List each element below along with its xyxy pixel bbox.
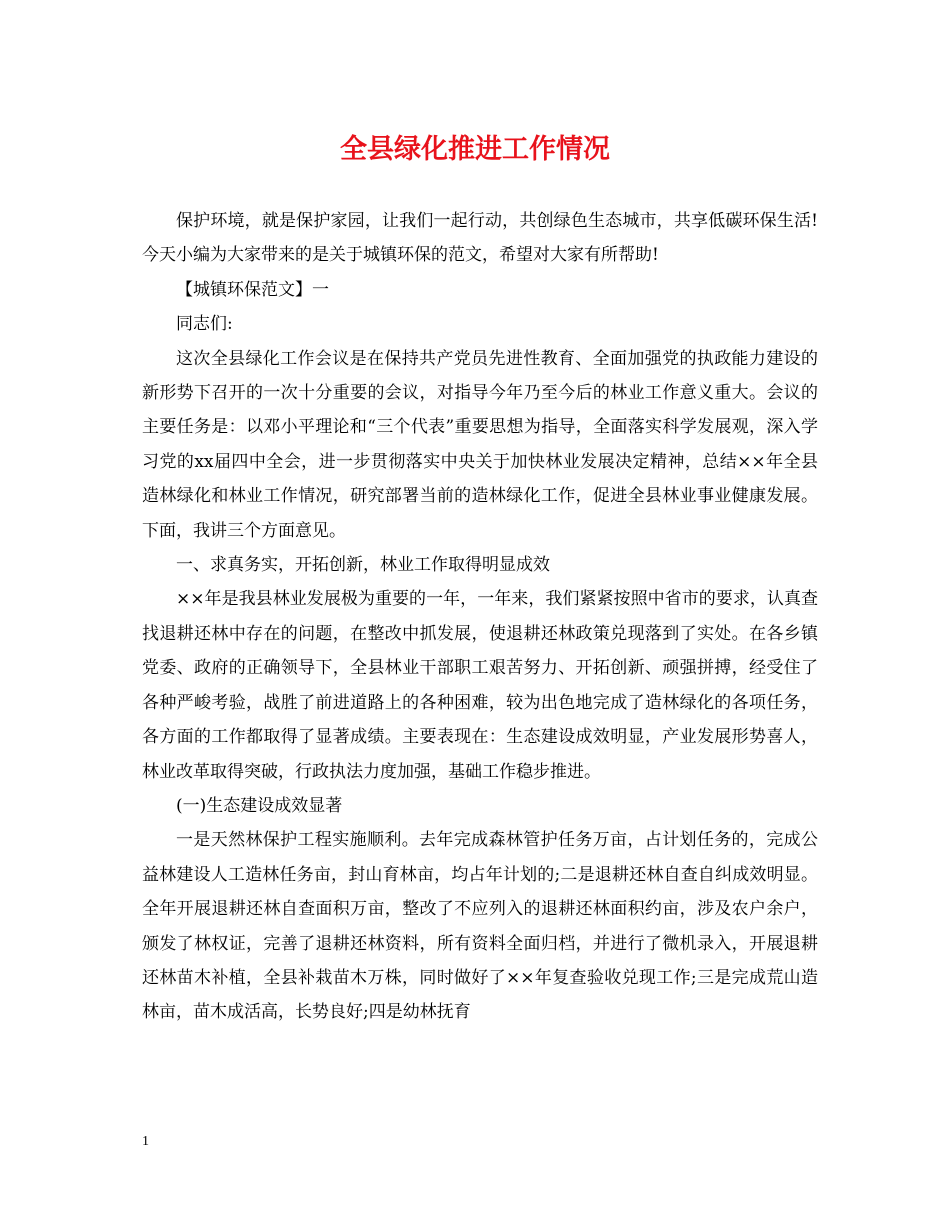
body-paragraph: 这次全县绿化工作会议是在保持共产党员先进性教育、全面加强党的执政能力建设的新形势下召开的一次十分重要的会议，对指导今年乃至今后的林业工作意义重大。会议的主要任务是：以邓小平理论和“三个代表”重要思想为指导，全面落实科学发展观，深入学习党的xx届四中全会，进一步贯彻落实中央关于加快林业发展决定精神，总结××年全县造林绿化和林业工作情况，研究部署当前的造林绿化工作，促进全县林业事业健康发展。下面，我讲三个方面意见。 — [142, 348, 818, 541]
section-heading: 一、求真务实，开拓创新，林业工作取得明显成效 — [176, 555, 550, 576]
page-number: 1 — [142, 1134, 149, 1149]
intro-paragraph: 保护环境，就是保护家园，让我们一起行动，共创绿色生态城市，共享低碳环保生活!今天小编为大家带来的是关于城镇环保的范文，希望对大家有所帮助! — [142, 211, 818, 266]
body-paragraph: 一是天然林保护工程实施顺利。去年完成森林管护任务万亩，占计划任务的，完成公益林建设人工造林任务亩，封山育林亩，均占年计划的;二是退耕还林自查自纠成效明显。全年开展退耕还林自查面积万亩，整改了不应列入的退耕还林面积约亩，涉及农户余户，颁发了林权证，完善了退耕还林资料，所有资料全面归档，并进行了微机录入，开展退耕还林苗木补植，全县补栽苗木万株，同时做好了××年复查验收兑现工作;三是完成荒山造林亩，苗木成活高，长势良好;四是幼林抚育 — [142, 830, 818, 1023]
section-heading: 【城镇环保范文】一 — [176, 279, 329, 300]
body-paragraph: ××年是我县林业发展极为重要的一年，一年来，我们紧紧按照中省市的要求，认真查找退耕还林中存在的问题，在整改中抓发展，使退耕还林政策兑现落到了实处。在各乡镇党委、政府的正确领导下，全县林业干部职工艰苦努力、开拓创新、顽强拼搏，经受住了各种严峻考验，战胜了前进道路上的各种困难，较为出色地完成了造林绿化的各项任务，各方面的工作都取得了显著成绩。主要表现在：生态建设成效明显，产业发展形势喜人，林业改革取得突破，行政执法力度加强，基础工作稳步推进。 — [142, 589, 818, 782]
page-title: 全县绿化推进工作情况 — [340, 134, 610, 165]
salutation: 同志们: — [176, 314, 233, 335]
document-body — [142, 204, 818, 1030]
subsection-heading: (一)生态建设成效显著 — [176, 795, 343, 816]
